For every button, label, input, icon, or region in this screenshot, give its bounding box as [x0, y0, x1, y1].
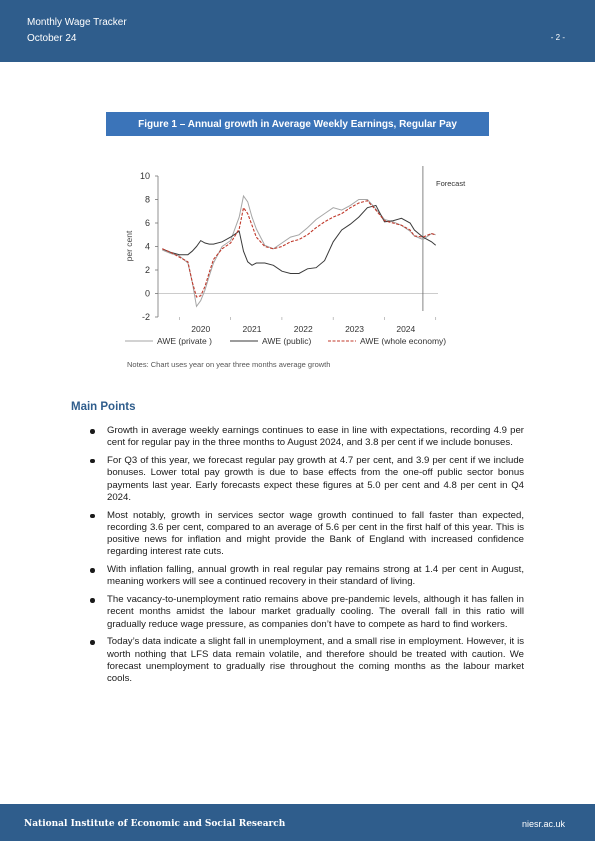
- list-item: Most notably, growth in services sector wage growth continued to fall faster than expected, recording 3.6 per cent, compared to an average of 5.6 per cent in the first half of this year. This is positive news for inflation and might provide the Bank of England with increased confidence regarding interest rate cuts.: [88, 510, 524, 559]
- list-item: With inflation falling, annual growth in real regular pay remains strong at 1.4 per cent in August, meaning workers will see a continued recovery in their standard of living.: [88, 564, 524, 589]
- y-axis-label: per cent: [124, 230, 134, 262]
- y-tick-label: 2: [144, 265, 150, 275]
- legend-label: AWE (private ): [157, 336, 212, 346]
- chart-notes: Notes: Chart uses year on year three months average growth: [127, 360, 331, 369]
- y-tick-label: -2: [141, 312, 150, 322]
- forecast-annotation: Forecast: [436, 179, 466, 188]
- list-item: For Q3 of this year, we forecast regular pay growth at 4.7 per cent, and 3.9 per cent if we include bonuses. Lower total pay growth is due to base effects from the one-off public sector bonus payments last year. Early forecasts expect these figures at 5.0 per cent and 4.8 per cent in Q4 2024.: [88, 455, 524, 504]
- series-layer: [162, 196, 435, 306]
- series-line-1: [162, 205, 435, 273]
- page-header: [0, 0, 595, 62]
- website-link[interactable]: niesr.ac.uk: [521, 819, 565, 829]
- y-tick-label: 4: [144, 241, 150, 252]
- x-tick-label: 2021: [242, 324, 262, 334]
- y-tick-label: 8: [144, 194, 150, 205]
- legend-label: AWE (public): [262, 336, 312, 346]
- y-tick-label: 6: [144, 218, 150, 228]
- organisation-name: National Institute of Economic and Social Research: [24, 819, 286, 829]
- list-item: The vacancy-to-unemployment ratio remains above pre-pandemic levels, although it has fallen in recent months amidst the labour market gradually cooling. The overall fall in this ratio will gradually reduce wage pressure, as companies don’t have to compete as hard to find workers.: [88, 594, 524, 631]
- x-tick-label: 2022: [293, 324, 313, 334]
- page-footer: [0, 804, 595, 841]
- main-points-heading: Main Points: [71, 401, 136, 413]
- list-item: Today’s data indicate a slight fall in unemployment, and a small rise in employment. However, it is worth nothing that LFS data remain volatile, and therefore should be treated with caution. We forecast unemployment to gradually rise throughout the coming months as the labour market cools.: [88, 636, 524, 685]
- wage-growth-chart: [118, 148, 480, 378]
- legend-layer: [125, 336, 446, 346]
- page-number: - 2 -: [550, 33, 565, 42]
- x-tick-label: 2020: [191, 324, 211, 334]
- y-tick-label: 10: [139, 171, 150, 181]
- chart-svg: [118, 148, 480, 378]
- y-tick-label: 0: [144, 288, 150, 299]
- series-line-0: [162, 196, 435, 306]
- series-line-2: [162, 201, 435, 297]
- main-points-list: [88, 425, 524, 691]
- figure-title: Figure 1 – Annual growth in Average Weekly Earnings, Regular Pay: [106, 112, 489, 136]
- x-tick-label: 2023: [345, 324, 365, 334]
- report-date: October 24: [27, 33, 77, 44]
- x-tick-label: 2024: [396, 324, 416, 334]
- axes-layer: [140, 166, 438, 334]
- list-item: Growth in average weekly earnings continues to ease in line with expectations, recording 4.9 per cent for regular pay in the three months to August 2024, and 3.8 per cent if we include bonuses.: [88, 425, 524, 450]
- report-title: Monthly Wage Tracker: [27, 17, 127, 28]
- legend-label: AWE (whole economy): [360, 336, 447, 346]
